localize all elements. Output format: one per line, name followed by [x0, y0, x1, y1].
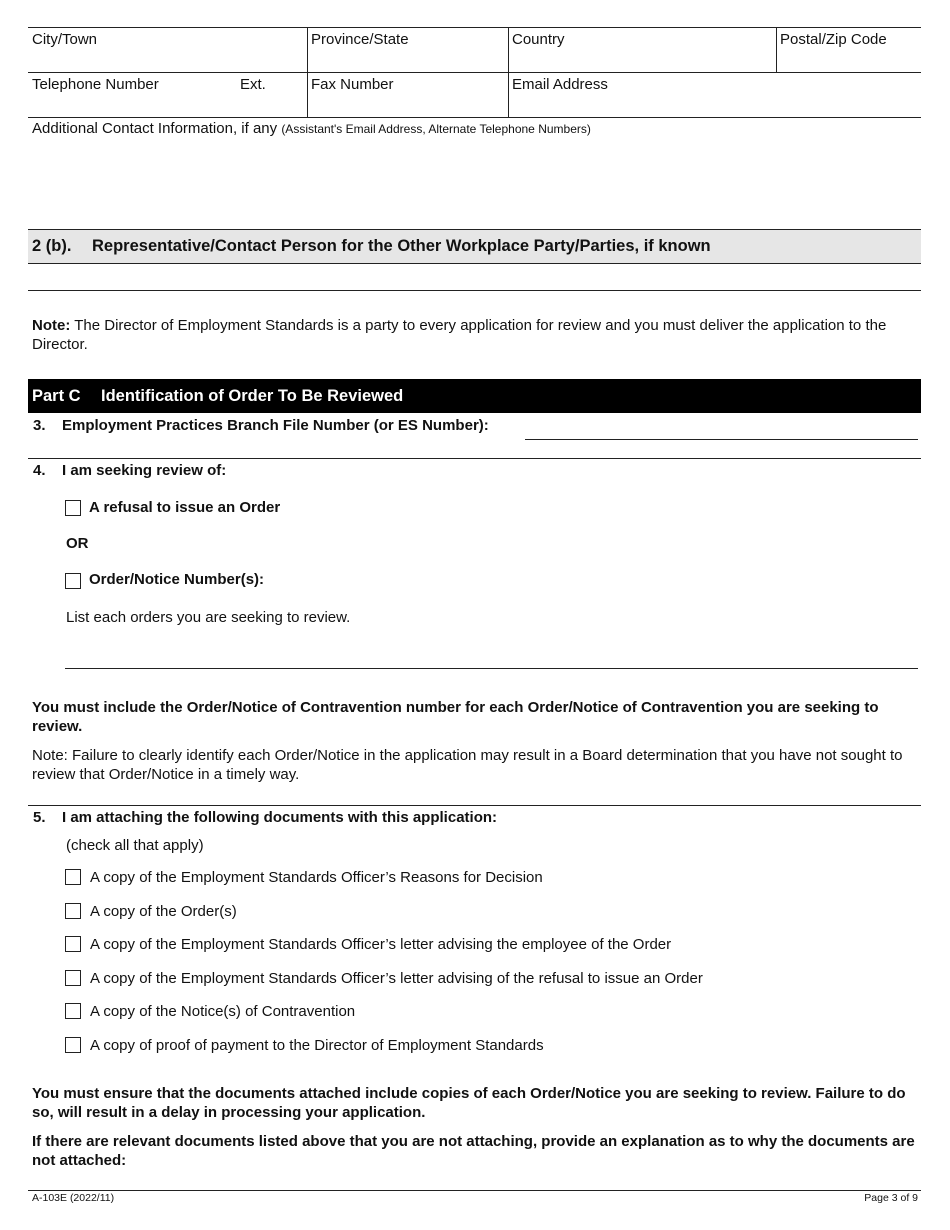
- order-list-input[interactable]: [65, 641, 918, 668]
- q3-number: 3.: [33, 417, 46, 434]
- order-list-underline: [65, 668, 918, 669]
- part-c-label: Part C: [32, 387, 81, 405]
- document-label: A copy of the Order(s): [90, 903, 237, 920]
- document-label: A copy of proof of payment to the Director of Employment Standards: [90, 1037, 544, 1054]
- q3-label: Employment Practices Branch File Number (or ES Number):: [62, 417, 489, 434]
- director-note-label: Note:: [32, 317, 71, 334]
- document-label: A copy of the Notice(s) of Contravention: [90, 1003, 356, 1020]
- additional-contact-field[interactable]: [29, 118, 921, 228]
- page-number: Page 3 of 9: [864, 1192, 918, 1204]
- q4-number: 4.: [33, 462, 46, 479]
- email-field[interactable]: [509, 73, 921, 117]
- telephone-label: Telephone Number: [32, 76, 159, 93]
- ensure-documents-notice: You must ensure that the documents attached include copies of each Order/Notice you are seeking to review. Failure to do so, will result in a delay in processing your application.: [32, 1085, 906, 1121]
- document-checkbox[interactable]: [65, 903, 81, 919]
- footer-rule: [28, 1190, 921, 1191]
- document-checkbox[interactable]: [65, 869, 81, 885]
- document-checkbox[interactable]: [65, 1003, 81, 1019]
- email-label: Email Address: [512, 76, 608, 93]
- section-2b-header: [28, 229, 921, 264]
- include-order-notice: You must include the Order/Notice of Contravention number for each Order/Notice of Contravention you are seeking to review.: [32, 699, 879, 735]
- telephone-field[interactable]: [29, 73, 237, 117]
- country-label: Country: [512, 31, 565, 48]
- q5-label: I am attaching the following documents with this application:: [62, 809, 498, 826]
- country-field[interactable]: [509, 28, 775, 72]
- section-2b-bottom-rule: [28, 290, 921, 291]
- fax-field[interactable]: [308, 73, 507, 117]
- city-field[interactable]: [29, 28, 306, 72]
- section-2b-input-area[interactable]: [28, 263, 921, 290]
- extension-field[interactable]: [237, 73, 306, 117]
- province-label: Province/State: [311, 31, 409, 48]
- q4-top-rule: [28, 458, 921, 459]
- section-2b-number: 2 (b).: [32, 237, 72, 255]
- province-field[interactable]: [308, 28, 507, 72]
- order-list-instruction: List each orders you are seeking to review.: [66, 609, 351, 626]
- file-number-underline: [525, 439, 918, 440]
- check-all-hint: (check all that apply): [66, 837, 204, 854]
- postal-code-label: Postal/Zip Code: [780, 31, 887, 48]
- document-label: A copy of the Employment Standards Officer’s letter advising the employee of the Order: [90, 936, 672, 953]
- or-separator: OR: [66, 535, 89, 552]
- failure-note: Note: Failure to clearly identify each Order/Notice in the application may result in a Board determination that you have not sought to review that Order/Notice in a timely way.: [32, 747, 903, 783]
- q5-top-rule: [28, 805, 921, 806]
- director-note: [32, 316, 920, 354]
- file-number-input[interactable]: [525, 416, 918, 439]
- document-label: A copy of the Employment Standards Officer’s letter advising of the refusal to issue an Order: [90, 970, 703, 987]
- part-c-title: Identification of Order To Be Reviewed: [101, 387, 404, 405]
- additional-contact-hint: (Assistant's Email Address, Alternate Telephone Numbers): [281, 122, 591, 136]
- document-label: A copy of the Employment Standards Officer’s Reasons for Decision: [90, 869, 543, 886]
- fax-label: Fax Number: [311, 76, 394, 93]
- q4-label: I am seeking review of:: [62, 462, 227, 479]
- postal-code-field[interactable]: [777, 28, 921, 72]
- document-checkbox[interactable]: [65, 1037, 81, 1053]
- order-number-option-label: Order/Notice Number(s):: [89, 571, 265, 588]
- refusal-option-label: A refusal to issue an Order: [89, 499, 281, 516]
- director-note-text: The Director of Employment Standards is a party to every application for review and you must deliver the application to the Director.: [32, 317, 887, 353]
- document-checkbox[interactable]: [65, 970, 81, 986]
- part-c-header: [28, 379, 921, 413]
- order-number-checkbox[interactable]: [65, 573, 81, 589]
- city-label: City/Town: [32, 31, 98, 48]
- additional-contact-label: Additional Contact Information, if any (Assistant's Email Address, Alternate Telephone Numbers): [32, 120, 591, 137]
- document-checkbox[interactable]: [65, 936, 81, 952]
- extension-label: Ext.: [240, 76, 266, 93]
- q5-number: 5.: [33, 809, 46, 826]
- explanation-prompt: If there are relevant documents listed above that you are not attaching, provide an explanation as to why the documents are not attached:: [32, 1133, 915, 1169]
- section-2b-title: Representative/Contact Person for the Other Workplace Party/Parties, if known: [92, 237, 711, 255]
- form-id: A-103E (2022/11): [32, 1192, 115, 1204]
- refusal-checkbox[interactable]: [65, 500, 81, 516]
